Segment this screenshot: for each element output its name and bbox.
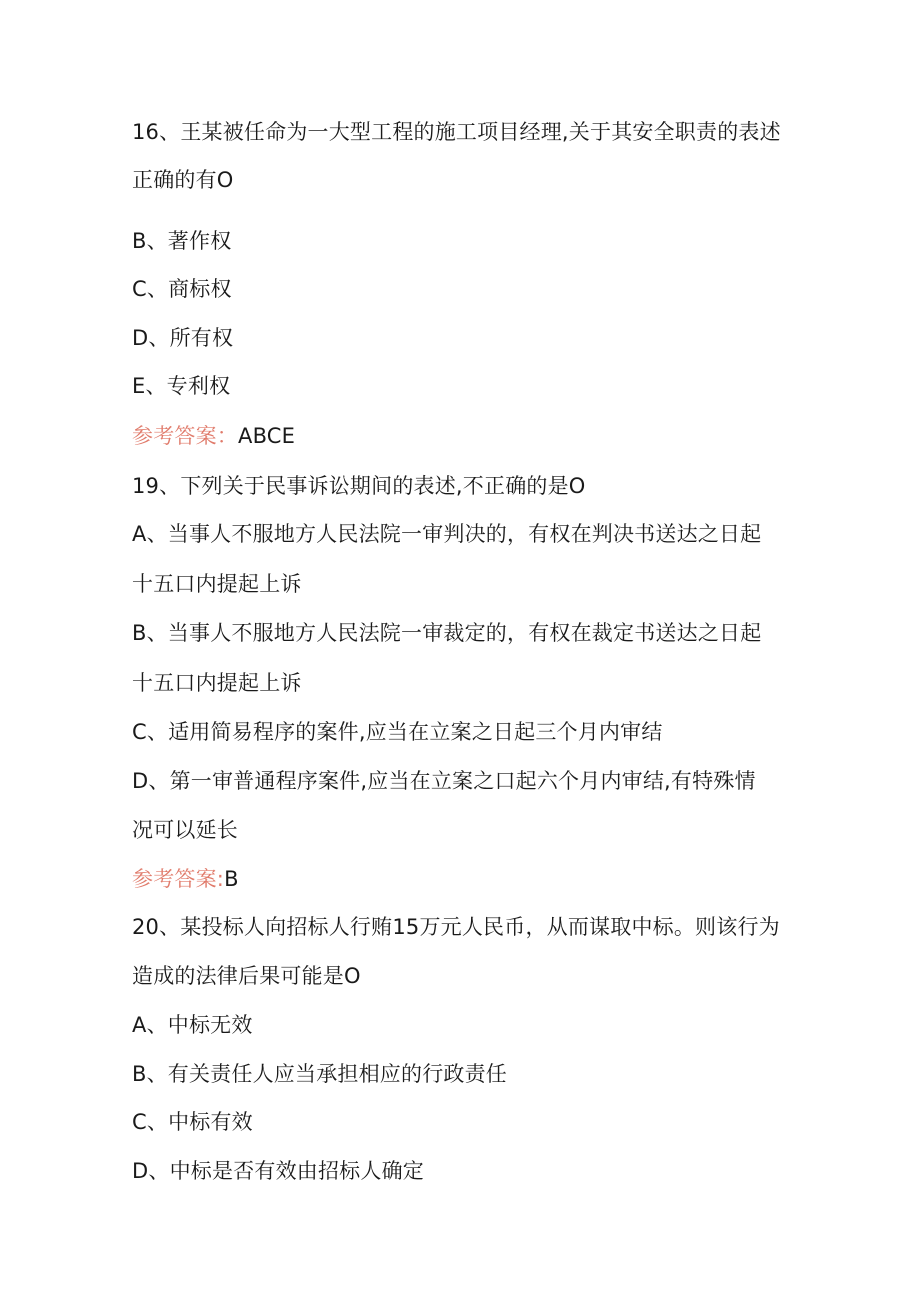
question-20-option-d: D、中标是否有效由招标人确定	[132, 1159, 424, 1183]
answer-label: 参考答案:	[132, 867, 225, 891]
question-19-option-b-line-2: 十五口内提起上诉	[132, 671, 302, 695]
question-19-option-d-line-2: 况可以延长	[132, 818, 238, 842]
question-19-answer	[132, 865, 239, 893]
question-16-option-b: B、著作权	[132, 229, 232, 253]
question-20-option-a: A、中标无效	[132, 1013, 253, 1037]
answer-value: B	[224, 867, 239, 891]
question-16-option-d: D、所有权	[132, 326, 234, 350]
question-16-option-c: C、商标权	[132, 277, 232, 301]
question-16-answer	[132, 422, 295, 450]
question-19-option-b-line-1: B、当事人不服地方人民法院一审裁定的，有权在裁定书送达之日起	[132, 621, 762, 645]
question-16-stem-line-2: 正确的有O	[132, 168, 234, 192]
question-19-option-a-line-2: 十五口内提起上诉	[132, 572, 302, 596]
answer-label: 参考答案：	[132, 424, 238, 448]
question-20-stem-line-1: 20、某投标人向招标人行贿15万元人民币，从而谋取中标。则该行为	[132, 915, 780, 939]
question-19-option-d-line-1: D、第一审普通程序案件,应当在立案之口起六个月内审结,有特殊情	[132, 769, 756, 793]
question-20-option-b: B、有关责任人应当承担相应的行政责任	[132, 1062, 508, 1086]
question-20-option-c: C、中标有效	[132, 1110, 253, 1134]
question-19-stem: 19、下列关于民事诉讼期间的表述,不正确的是O	[132, 474, 586, 498]
question-16-stem-line-1: 16、王某被任命为一大型工程的施工项目经理,关于其安全职责的表述	[132, 120, 781, 144]
answer-value: ABCE	[238, 424, 296, 448]
question-19-option-c: C、适用简易程序的案件,应当在立案之日起三个月内审结	[132, 720, 663, 744]
question-16-option-e: E、专利权	[132, 374, 231, 398]
question-19-option-a-line-1: A、当事人不服地方人民法院一审判决的，有权在判决书送达之日起	[132, 522, 762, 546]
question-20-stem-line-2: 造成的法律后果可能是O	[132, 964, 361, 988]
